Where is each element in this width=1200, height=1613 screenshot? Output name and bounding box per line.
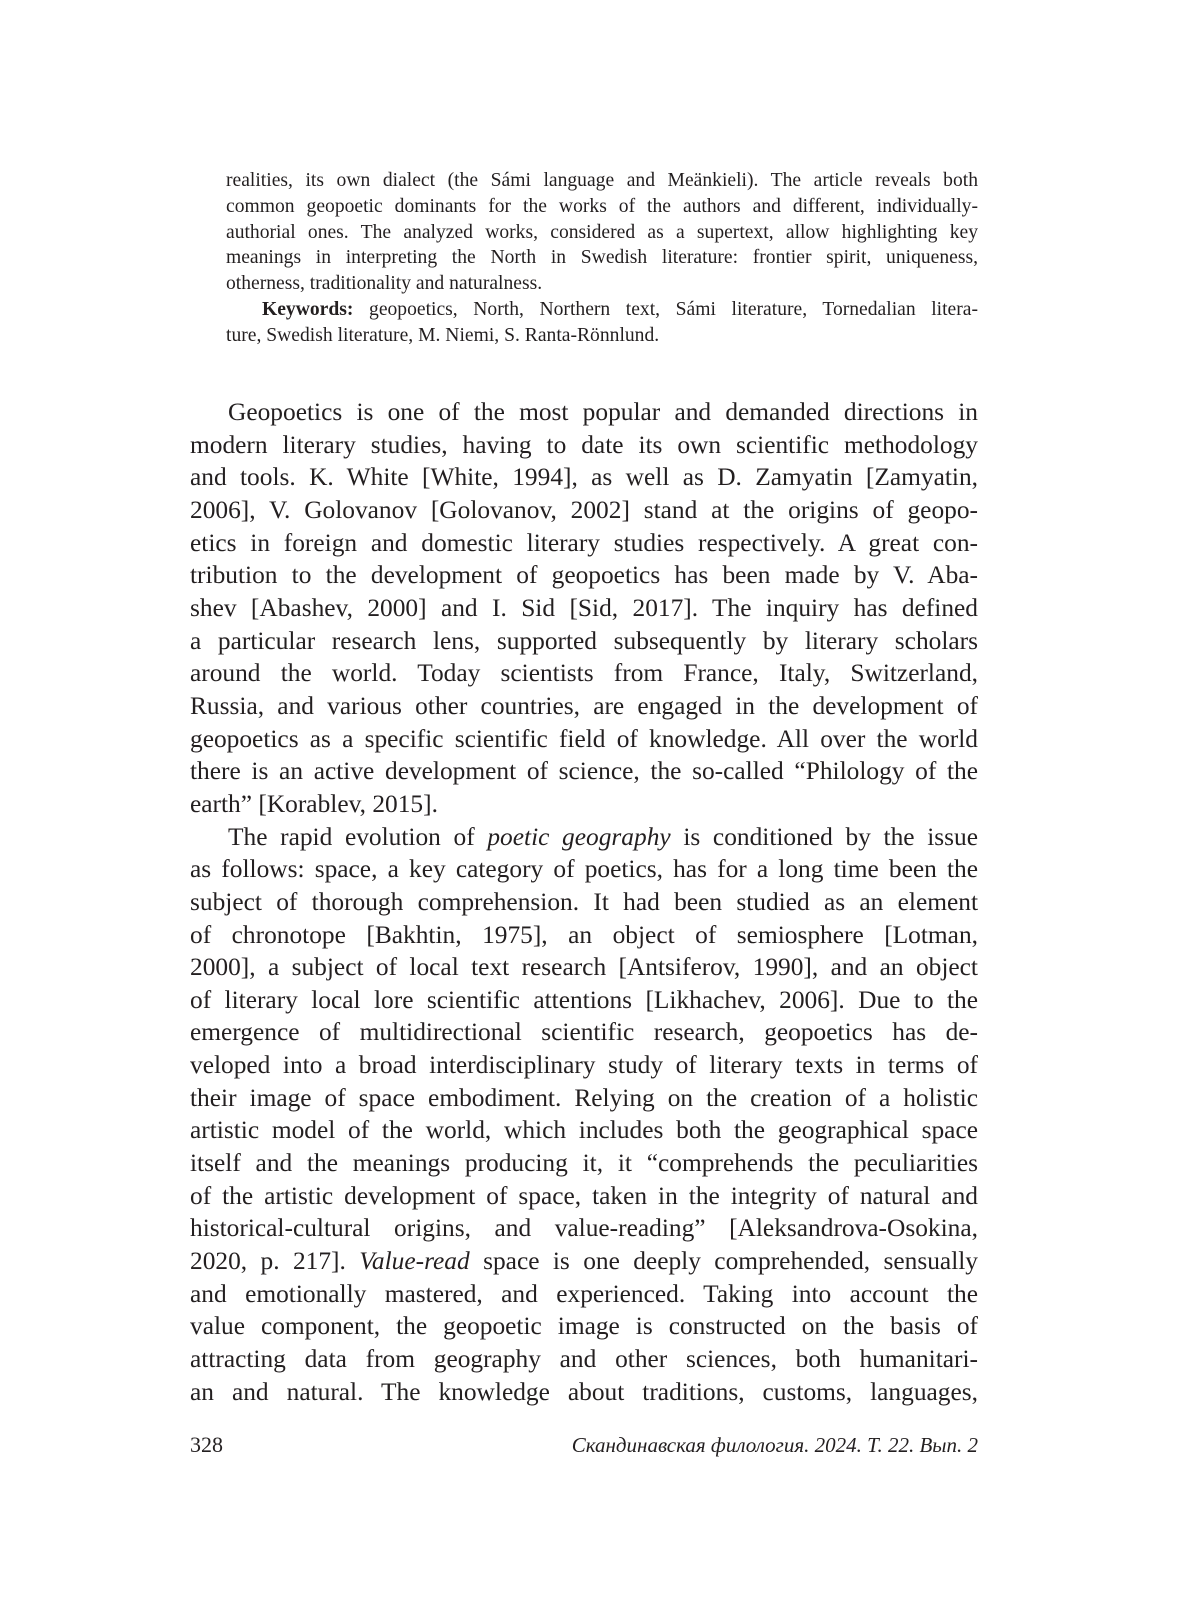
body-line: Geopoetics is one of the most popular and demanded directions in xyxy=(228,398,978,426)
body-line: emergence of multidirectional scientific research, geopoetics has de- xyxy=(190,1018,978,1047)
keywords-line xyxy=(226,297,978,323)
body-line xyxy=(190,821,978,854)
abstract-line: common geopoetic dominants for the works of the authors and different, individually- xyxy=(226,195,978,217)
body-line: subject of thorough comprehension. It had been studied as an element xyxy=(190,887,978,916)
body-line: of literary local lore scientific attentions [Likhachev, 2006]. Due to the xyxy=(190,985,978,1014)
abstract-block xyxy=(226,168,978,349)
body-line: around the world. Today scientists from France, Italy, Switzerland, xyxy=(190,659,978,688)
running-title: Скандинавская филология. 2024. Т. 22. Вып. 2 xyxy=(571,1433,978,1457)
keywords-text: geopoetics, North, Northern text, Sámi literature, Tornedalian litera- xyxy=(353,298,978,320)
body-line: Russia, and various other countries, are engaged in the development of xyxy=(190,691,978,720)
body-line: artistic model of the world, which includes both the geographical space xyxy=(190,1116,978,1145)
body-text-run: space is one deeply comprehended, sensually xyxy=(469,1247,978,1276)
abstract-line: meanings in interpreting the North in Swedish literature: frontier spirit, uniqueness, xyxy=(226,247,978,269)
body-line: tribution to the development of geopoetics has been made by V. Aba- xyxy=(190,561,978,590)
body-line: of the artistic development of space, taken in the integrity of natural and xyxy=(190,1181,978,1210)
body-line: value component, the geopoetic image is constructed on the basis of xyxy=(190,1312,978,1341)
body-line: 2006], V. Golovanov [Golovanov, 2002] stand at the origins of geopo- xyxy=(190,495,978,524)
abstract-line: otherness, traditionality and naturalness. xyxy=(226,273,543,295)
body-text-run: 2020, p. 217]. xyxy=(190,1247,360,1276)
body-text-run: is conditioned by the issue xyxy=(670,822,978,851)
keywords-line: ture, Swedish literature, M. Niemi, S. Ranta-Rönnlund. xyxy=(226,324,660,346)
italic-term: poetic geography xyxy=(487,822,671,851)
body-line: veloped into a broad interdisciplinary study of literary texts in terms of xyxy=(190,1051,978,1080)
body-line: as follows: space, a key category of poetics, has for a long time been the xyxy=(190,855,978,884)
keywords-label: Keywords: xyxy=(262,298,354,320)
body-line: there is an active development of science, the so-called “Philology of the xyxy=(190,757,978,786)
body-line: of chronotope [Bakhtin, 1975], an object of semiosphere [Lotman, xyxy=(190,920,978,949)
abstract-line: authorial ones. The analyzed works, considered as a supertext, allow highlighting key xyxy=(226,221,978,243)
body-text xyxy=(190,396,978,1408)
page-number: 328 xyxy=(190,1432,223,1457)
body-line: a particular research lens, supported subsequently by literary scholars xyxy=(190,626,978,655)
body-line: shev [Abashev, 2000] and I. Sid [Sid, 2017]. The inquiry has defined xyxy=(190,593,978,622)
body-line: etics in foreign and domestic literary studies respectively. A great con- xyxy=(190,528,978,557)
page-footer xyxy=(190,1428,978,1462)
body-line: an and natural. The knowledge about traditions, customs, languages, xyxy=(190,1377,978,1406)
body-line: attracting data from geography and other sciences, both humanitari- xyxy=(190,1345,978,1374)
body-line: and tools. K. White [White, 1994], as well as D. Zamyatin [Zamyatin, xyxy=(190,463,978,492)
italic-term: Value-read xyxy=(359,1247,470,1276)
body-text-run: The rapid evolution of xyxy=(228,822,488,851)
body-line: and emotionally mastered, and experienced. Taking into account the xyxy=(190,1279,978,1308)
body-line: earth” [Korablev, 2015]. xyxy=(190,789,438,818)
body-line: 2000], a subject of local text research [Antsiferov, 1990], and an object xyxy=(190,953,978,982)
body-line: itself and the meanings producing it, it “comprehends the peculiarities xyxy=(190,1149,978,1178)
body-line: their image of space embodiment. Relying on the creation of a holistic xyxy=(190,1083,978,1112)
abstract-line: realities, its own dialect (the Sámi language and Meänkieli). The article reveals both xyxy=(226,170,978,191)
body-line: historical-cultural origins, and value-reading” [Aleksandrova-Osokina, xyxy=(190,1214,978,1243)
body-line: geopoetics as a specific scientific field of knowledge. All over the world xyxy=(190,724,978,753)
body-line: modern literary studies, having to date its own scientific methodology xyxy=(190,430,978,459)
body-line xyxy=(190,1245,978,1278)
